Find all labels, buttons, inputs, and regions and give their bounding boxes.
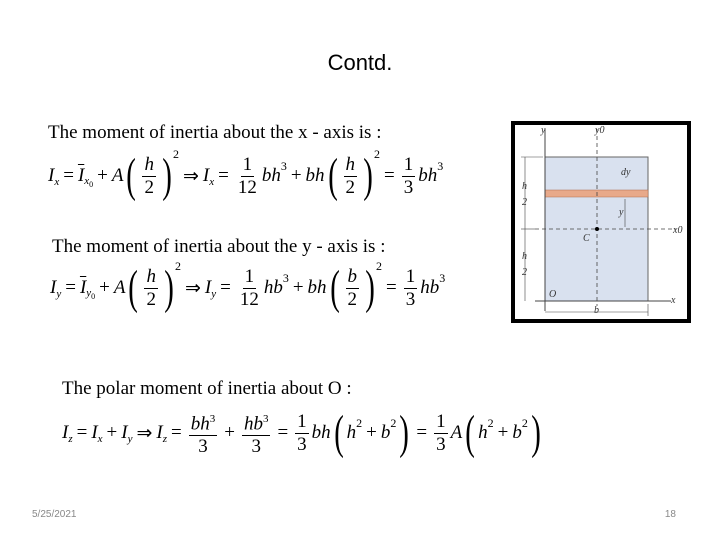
footer-page-number: 18 xyxy=(664,509,676,520)
moment-y-heading: The moment of inertia about the y - axis is : xyxy=(52,236,386,257)
label-2-bot: 2 xyxy=(522,267,527,278)
equation-ix: I x = $\overline{I}$ $x_0$ + A ( $\frac{h}{2}$ ) 2 ⇒ I x = $\frac{1}{12}$ bh 3 + bh ( $\frac{h}{2}$ ) 2 = $\frac{1}{3}$ bh 3 xyxy=(48,146,444,202)
label-y0: y0 xyxy=(595,125,605,136)
label-2-top: 2 xyxy=(522,197,527,208)
label-b: b xyxy=(594,305,599,316)
label-h-top: h xyxy=(522,181,527,192)
equation-iz: I z = I x + I y ⇒ I z = $\frac{bh^3}{3}$ + $\frac{hb^3}{3}$ = $\frac{1}{3}$ bh ( h 2 + b 2 ) = $\frac{1}{3}$ A ( h 2 + b 2 ) xyxy=(62,406,541,460)
moment-x-heading: The moment of inertia about the x - axis is : xyxy=(48,122,382,143)
label-x: x xyxy=(671,295,676,306)
rectangle-diagram xyxy=(511,121,691,323)
slide-title: Contd. xyxy=(327,50,393,75)
label-dy: dy xyxy=(621,167,631,178)
polar-moment-heading: The polar moment of inertia about O : xyxy=(62,378,352,399)
equation-iy: I y = $\overline{I}$ $y_0$ + A ( $\frac{h}{2}$ ) 2 ⇒ I y = $\frac{1}{12}$ hb 3 + bh ( $\frac{b}{2}$ ) 2 = $\frac{1}{3}$ hb 3 xyxy=(50,258,446,314)
label-h-bot: h xyxy=(522,251,527,262)
label-x0: x0 xyxy=(673,225,683,236)
label-y-var: y xyxy=(619,207,624,218)
label-y: y xyxy=(541,125,546,136)
label-c: C xyxy=(583,233,590,244)
footer-date: 5/25/2021 xyxy=(32,509,77,520)
label-o: O xyxy=(549,289,557,300)
